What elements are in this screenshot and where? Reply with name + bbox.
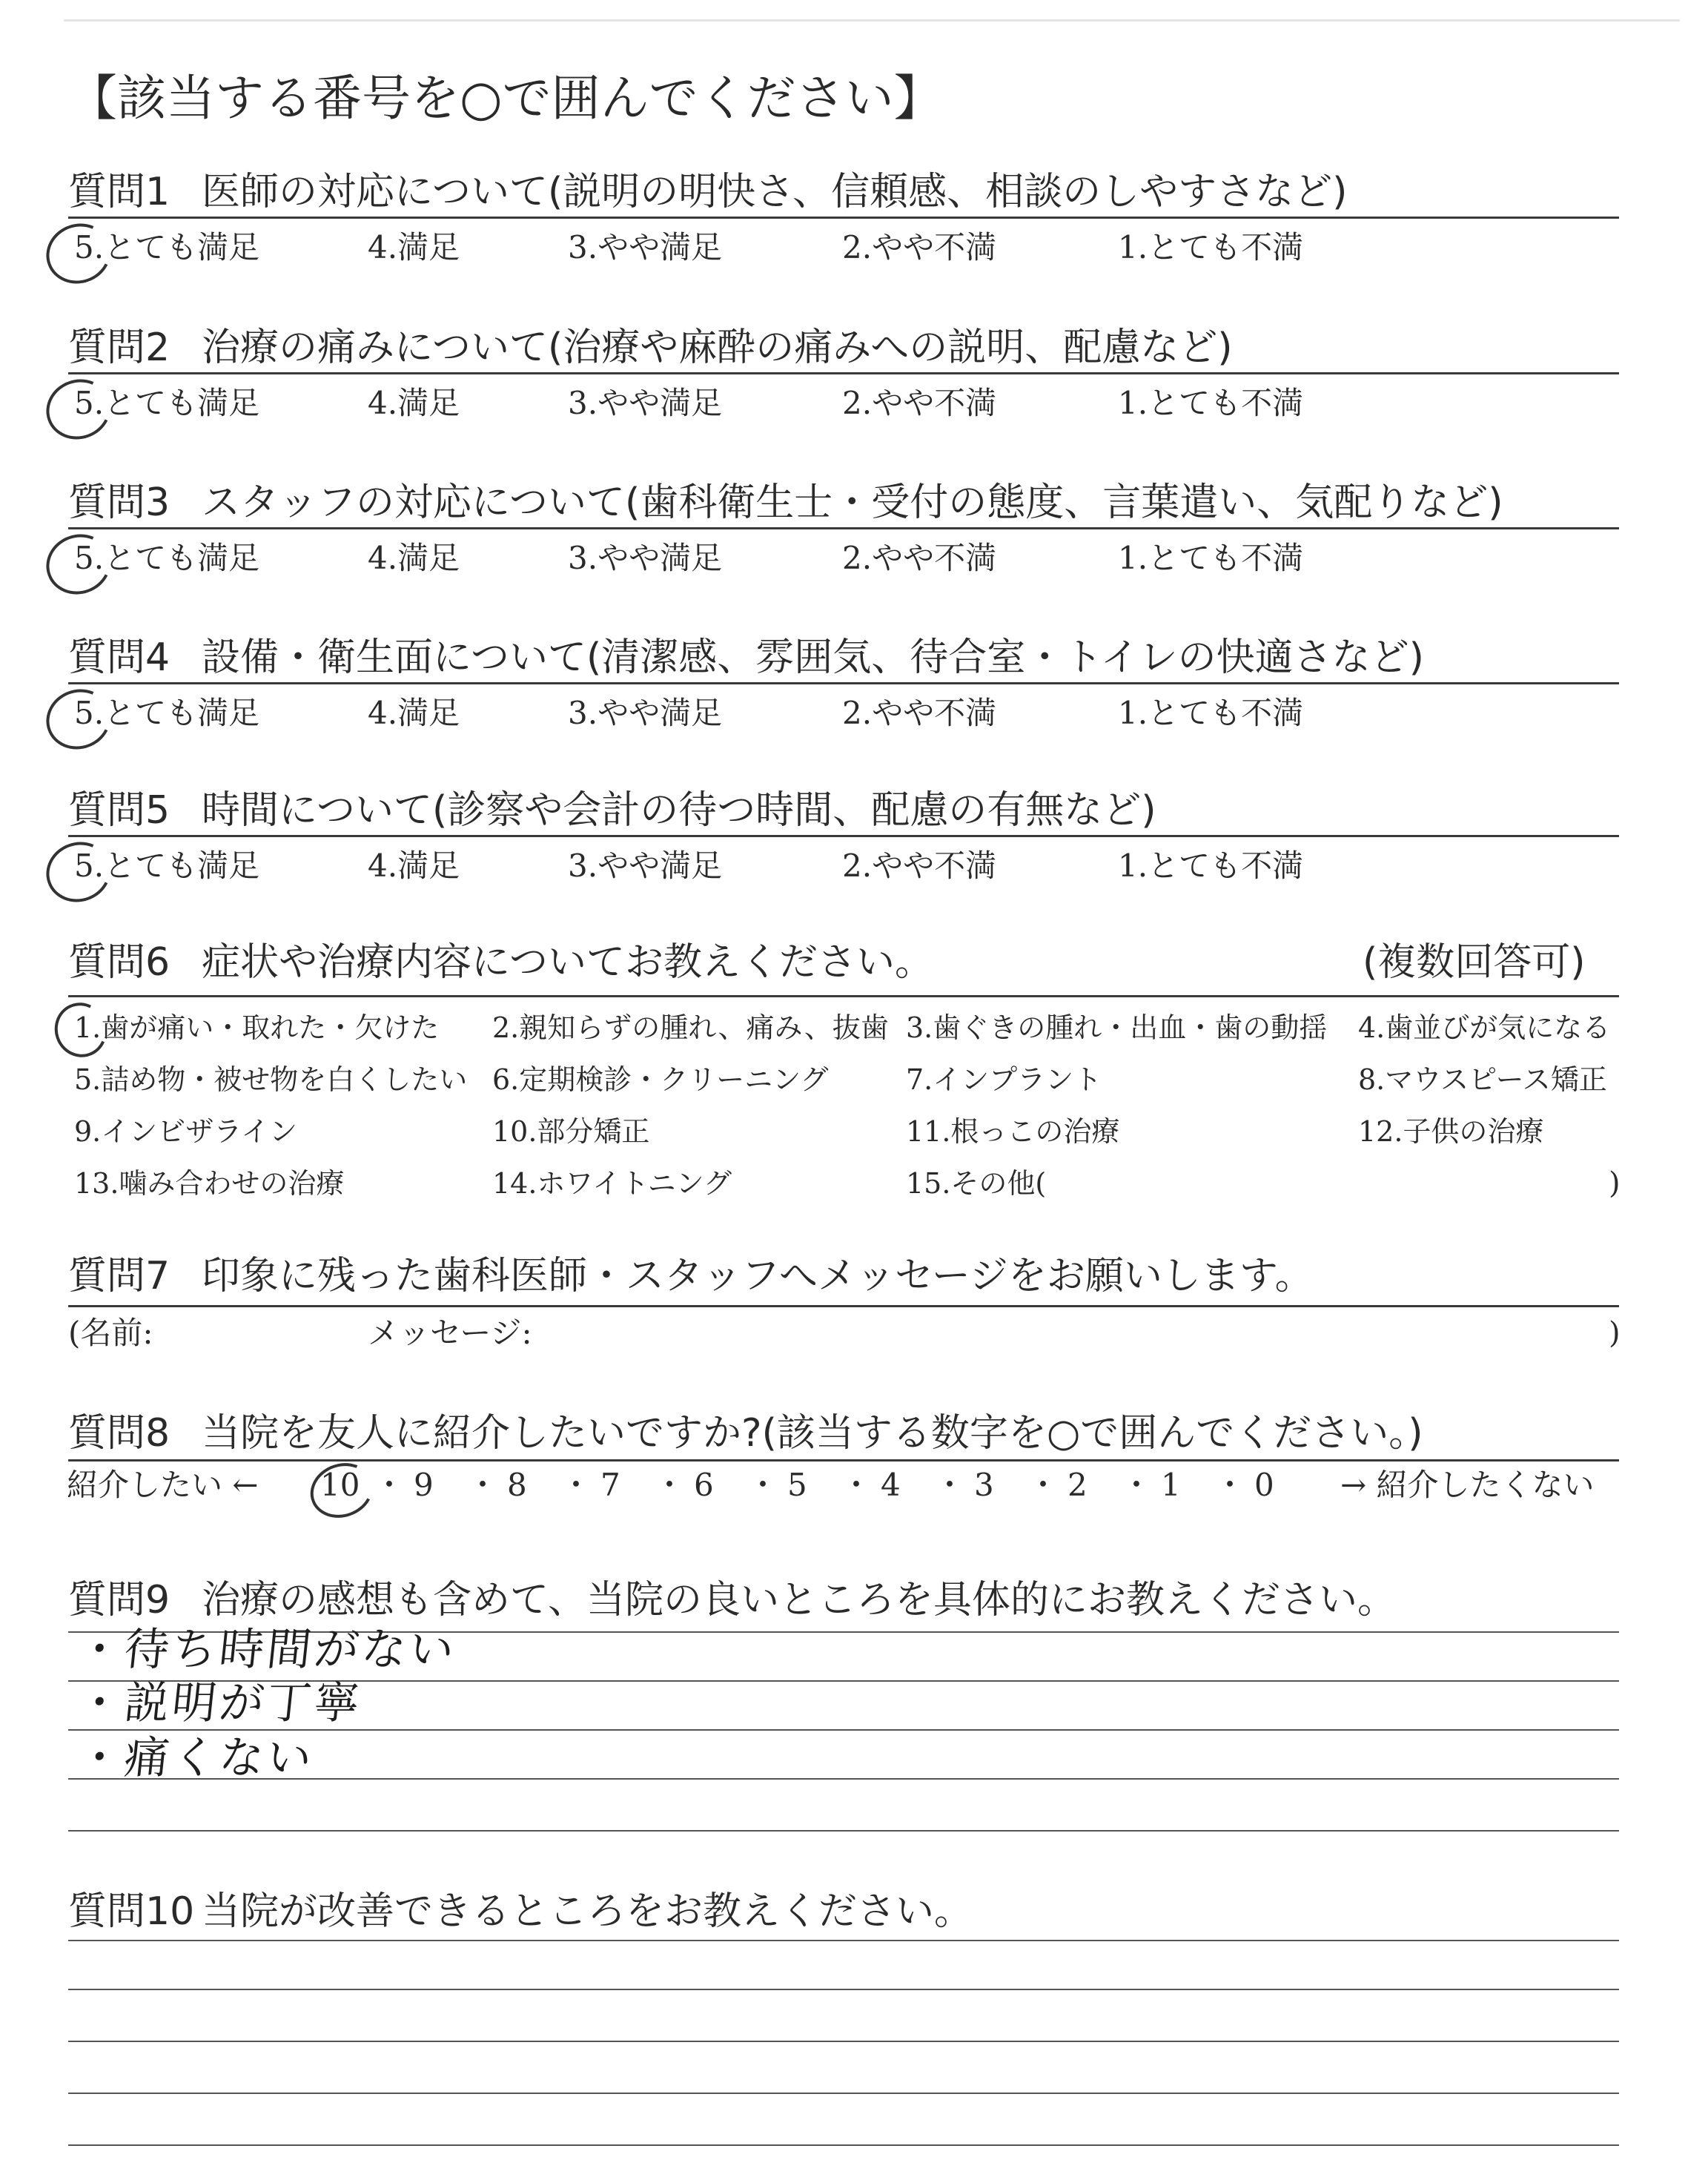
q10-title bbox=[68, 1887, 973, 1936]
q6-option-2[interactable]: 2.親知らずの腫れ、痛み、抜歯 bbox=[492, 1011, 889, 1044]
q10-text: 当院が改善できるところをお教えください。 bbox=[202, 1889, 973, 1934]
q6-selected-circle bbox=[47, 995, 114, 1064]
q8-scale-8[interactable]: 8 bbox=[507, 1467, 527, 1503]
q2-option-4[interactable]: 4.満足 bbox=[368, 385, 460, 421]
q8-scale-separator: ・ bbox=[560, 1467, 592, 1503]
q10-line-5 bbox=[68, 2144, 1619, 2146]
q1-option-4[interactable]: 4.満足 bbox=[368, 229, 460, 265]
q3-option-1[interactable]: 1.とても不満 bbox=[1118, 540, 1304, 576]
q9-line-3 bbox=[68, 1729, 1619, 1731]
q6-option-7[interactable]: 7.インプラント bbox=[906, 1063, 1102, 1096]
q4-label: 質問4 bbox=[68, 635, 171, 680]
q6-option-4[interactable]: 4.歯並びが気になる bbox=[1358, 1011, 1611, 1044]
q3-option-5[interactable]: 5.とても満足 bbox=[74, 540, 260, 576]
q9-answer-1: ・待ち時間がない bbox=[74, 1624, 460, 1676]
q8-scale-9[interactable]: 9 bbox=[414, 1467, 434, 1503]
q6-option-3[interactable]: 3.歯ぐきの腫れ・出血・歯の動揺 bbox=[906, 1011, 1328, 1044]
q6-option-15[interactable]: 15.その他( bbox=[906, 1167, 1047, 1200]
q1-text: 医師の対応について(説明の明快さ、信頼感、相談のしやすさなど) bbox=[202, 170, 1348, 214]
q8-scale-2[interactable]: 2 bbox=[1068, 1467, 1088, 1503]
q6-option-12[interactable]: 12.子供の治療 bbox=[1358, 1115, 1544, 1148]
q3-text: スタッフの対応について(歯科衛生士・受付の態度、言葉遣い、気配りなど) bbox=[202, 480, 1503, 525]
q5-label: 質問5 bbox=[68, 788, 171, 833]
q6-option-8[interactable]: 8.マウスピース矯正 bbox=[1358, 1063, 1607, 1096]
q1-option-5[interactable]: 5.とても満足 bbox=[74, 229, 260, 265]
q4-option-2[interactable]: 2.やや不満 bbox=[842, 695, 997, 731]
q6-option-1[interactable]: 1.歯が痛い・取れた・欠けた bbox=[74, 1011, 440, 1044]
q3-option-3[interactable]: 3.やや満足 bbox=[568, 540, 723, 576]
q9-line-5 bbox=[68, 1830, 1619, 1832]
q6-option-14[interactable]: 14.ホワイトニング bbox=[492, 1167, 732, 1200]
q2-option-3[interactable]: 3.やや満足 bbox=[568, 385, 723, 421]
q4-option-5[interactable]: 5.とても満足 bbox=[74, 695, 260, 731]
q9-label: 質問9 bbox=[68, 1578, 171, 1622]
q5-option-5[interactable]: 5.とても満足 bbox=[74, 848, 260, 884]
q5-option-2[interactable]: 2.やや不満 bbox=[842, 848, 997, 884]
q6-option-9[interactable]: 9.インビザライン bbox=[74, 1115, 298, 1148]
q8-scale-7[interactable]: 7 bbox=[600, 1467, 620, 1503]
q8-right-label: → 紹介したくない bbox=[1340, 1467, 1595, 1503]
q7-close-paren: ) bbox=[1609, 1316, 1621, 1350]
q1-label: 質問1 bbox=[68, 170, 171, 214]
q6-text: 症状や治療内容についてお教えください。 bbox=[202, 940, 933, 985]
q1-option-1[interactable]: 1.とても不満 bbox=[1118, 229, 1304, 265]
q8-scale-separator: ・ bbox=[934, 1467, 966, 1503]
q10-line-3 bbox=[68, 2041, 1619, 2042]
q3-title bbox=[68, 478, 1503, 527]
q8-scale-1[interactable]: 1 bbox=[1161, 1467, 1181, 1503]
q8-scale-separator: ・ bbox=[374, 1467, 406, 1503]
q3-option-4[interactable]: 4.満足 bbox=[368, 540, 460, 576]
q2-rule bbox=[68, 372, 1619, 374]
q5-option-1[interactable]: 1.とても不満 bbox=[1118, 848, 1304, 884]
page-title: 【該当する番号を○で囲んでください】 bbox=[68, 70, 943, 127]
q7-message-label: メッセージ: bbox=[368, 1315, 532, 1351]
q8-scale-5[interactable]: 5 bbox=[787, 1467, 807, 1503]
q8-scale-separator: ・ bbox=[1121, 1467, 1153, 1503]
q5-option-3[interactable]: 3.やや満足 bbox=[568, 848, 723, 884]
q8-title bbox=[68, 1409, 1423, 1458]
q10-label: 質問10 bbox=[68, 1889, 195, 1934]
q4-option-1[interactable]: 1.とても不満 bbox=[1118, 695, 1304, 731]
q4-title bbox=[68, 633, 1424, 682]
q2-option-2[interactable]: 2.やや不満 bbox=[842, 385, 997, 421]
q6-option-10[interactable]: 10.部分矯正 bbox=[492, 1115, 650, 1148]
q6-option-6[interactable]: 6.定期検診・クリーニング bbox=[492, 1063, 829, 1096]
q7-name-label: (名前: bbox=[68, 1315, 153, 1351]
q8-scale-10[interactable]: 10 bbox=[320, 1467, 360, 1503]
top-divider bbox=[64, 19, 1680, 22]
q8-scale-separator: ・ bbox=[467, 1467, 499, 1503]
q6-option-11[interactable]: 11.根っこの治療 bbox=[906, 1115, 1120, 1148]
q8-selected-circle bbox=[302, 1454, 380, 1526]
q8-scale-3[interactable]: 3 bbox=[974, 1467, 994, 1503]
q9-answer-2: ・説明が丁寧 bbox=[74, 1677, 365, 1729]
q2-title bbox=[68, 323, 1233, 372]
q7-rule bbox=[68, 1305, 1619, 1307]
q1-option-2[interactable]: 2.やや不満 bbox=[842, 229, 997, 265]
q5-title bbox=[68, 786, 1156, 835]
q4-option-4[interactable]: 4.満足 bbox=[368, 695, 460, 731]
q6-option-13[interactable]: 13.噛み合わせの治療 bbox=[74, 1167, 345, 1200]
q8-scale-4[interactable]: 4 bbox=[881, 1467, 901, 1503]
q2-label: 質問2 bbox=[68, 326, 171, 370]
q2-option-5[interactable]: 5.とても満足 bbox=[74, 385, 260, 421]
q10-line-1 bbox=[68, 1940, 1619, 1941]
q8-label: 質問8 bbox=[68, 1411, 171, 1456]
q7-title bbox=[68, 1252, 1314, 1301]
q10-line-4 bbox=[68, 2093, 1619, 2094]
q6-option-5[interactable]: 5.詰め物・被せ物を白くしたい bbox=[74, 1063, 468, 1096]
q8-scale-6[interactable]: 6 bbox=[694, 1467, 714, 1503]
q4-option-3[interactable]: 3.やや満足 bbox=[568, 695, 723, 731]
q6-note: (複数回答可) bbox=[1363, 940, 1586, 985]
q5-text: 時間について(診察や会計の待つ時間、配慮の有無など) bbox=[202, 788, 1156, 833]
q6-rule bbox=[68, 995, 1619, 997]
q4-rule bbox=[68, 682, 1619, 684]
q8-scale-separator: ・ bbox=[654, 1467, 686, 1503]
q8-left-label: 紹介したい ← bbox=[67, 1467, 259, 1503]
q8-scale-0[interactable]: 0 bbox=[1254, 1467, 1274, 1503]
q9-answer-3: ・痛くない bbox=[74, 1732, 317, 1784]
q1-rule bbox=[68, 217, 1619, 219]
q6-label: 質問6 bbox=[68, 940, 171, 985]
q6-other-close-paren: ) bbox=[1609, 1166, 1621, 1200]
q1-title bbox=[68, 168, 1347, 217]
q5-rule bbox=[68, 835, 1619, 837]
q8-rule bbox=[68, 1459, 1619, 1462]
q2-text: 治療の痛みについて(治療や麻酔の痛みへの説明、配慮など) bbox=[202, 326, 1233, 370]
q3-label: 質問3 bbox=[68, 480, 171, 525]
q8-scale-separator: ・ bbox=[1214, 1467, 1246, 1503]
q7-text: 印象に残った歯科医師・スタッフへメッセージをお願いします。 bbox=[202, 1254, 1314, 1298]
q8-scale-separator: ・ bbox=[841, 1467, 873, 1503]
q9-text: 治療の感想も含めて、当院の良いところを具体的にお教えください。 bbox=[202, 1578, 1396, 1622]
q6-title bbox=[68, 938, 933, 987]
q7-label: 質問7 bbox=[68, 1254, 171, 1298]
q4-text: 設備・衛生面について(清潔感、雰囲気、待合室・トイレの快適さなど) bbox=[202, 635, 1424, 680]
q10-line-2 bbox=[68, 1989, 1619, 1990]
q1-option-3[interactable]: 3.やや満足 bbox=[568, 229, 723, 265]
q5-option-4[interactable]: 4.満足 bbox=[368, 848, 460, 884]
q8-scale-separator: ・ bbox=[1027, 1467, 1059, 1503]
q3-rule bbox=[68, 527, 1619, 529]
q2-option-1[interactable]: 1.とても不満 bbox=[1118, 385, 1304, 421]
q9-title bbox=[68, 1576, 1396, 1625]
q3-option-2[interactable]: 2.やや不満 bbox=[842, 540, 997, 576]
q8-text: 当院を友人に紹介したいですか?(該当する数字を○で囲んでください。) bbox=[202, 1411, 1423, 1456]
q8-scale-separator: ・ bbox=[747, 1467, 779, 1503]
